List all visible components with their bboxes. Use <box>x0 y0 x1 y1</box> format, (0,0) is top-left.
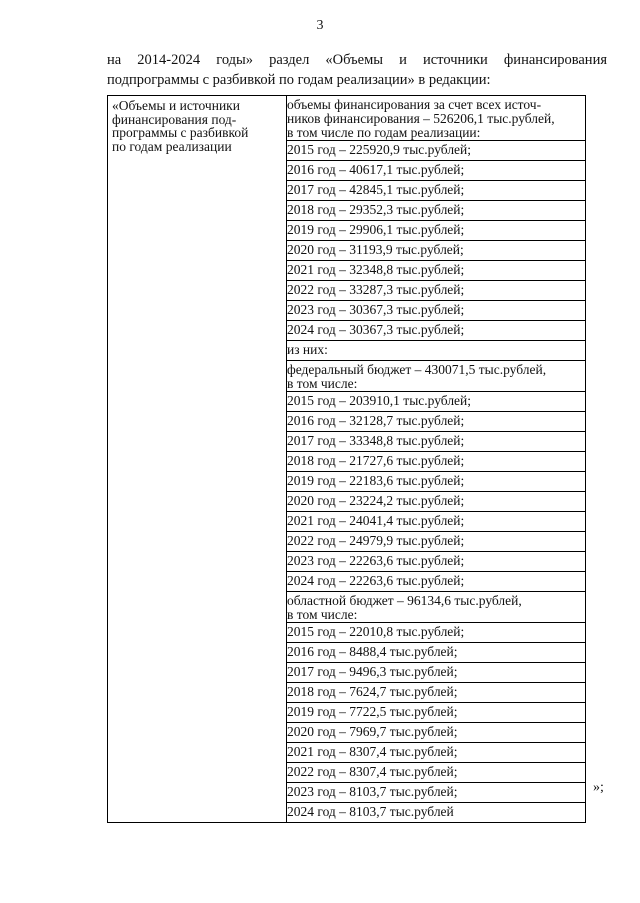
financing-line: 2021 год – 24041,4 тыс.рублей; <box>287 512 585 532</box>
financing-lines <box>287 96 585 822</box>
section-label: «Объемы и источники финансирования под- программы с разбивкой по годам реализации <box>112 98 249 154</box>
financing-line: 2022 год – 33287,3 тыс.рублей; <box>287 281 585 301</box>
financing-line: 2023 год – 30367,3 тыс.рублей; <box>287 301 585 321</box>
financing-line: 2015 год – 203910,1 тыс.рублей; <box>287 392 585 412</box>
financing-line: 2017 год – 42845,1 тыс.рублей; <box>287 181 585 201</box>
financing-line: 2023 год – 8103,7 тыс.рублей; <box>287 783 585 803</box>
financing-line: 2021 год – 8307,4 тыс.рублей; <box>287 743 585 763</box>
intro-paragraph: на 2014-2024 годы» раздел «Объемы и источники финансирования подпрограммы с разбивкой по годам реализации» в редакции: <box>107 52 607 88</box>
financing-line: 2016 год – 32128,7 тыс.рублей; <box>287 412 585 432</box>
table-row <box>108 96 586 823</box>
closing-mark: »; <box>593 780 604 795</box>
financing-line: 2016 год – 40617,1 тыс.рублей; <box>287 161 585 181</box>
financing-line: 2018 год – 21727,6 тыс.рублей; <box>287 452 585 472</box>
page-number: 3 <box>316 18 324 33</box>
financing-line: 2024 год – 30367,3 тыс.рублей; <box>287 321 585 341</box>
financing-line: 2023 год – 22263,6 тыс.рублей; <box>287 552 585 572</box>
financing-line: 2024 год – 8103,7 тыс.рублей <box>287 804 454 819</box>
financing-table <box>107 95 586 823</box>
financing-line: 2017 год – 33348,8 тыс.рублей; <box>287 432 585 452</box>
financing-line: 2019 год – 7722,5 тыс.рублей; <box>287 703 585 723</box>
financing-line: 2016 год – 8488,4 тыс.рублей; <box>287 643 585 663</box>
financing-line: 2015 год – 225920,9 тыс.рублей; <box>287 141 585 161</box>
financing-line: 2022 год – 24979,9 тыс.рублей; <box>287 532 585 552</box>
financing-line: 2022 год – 8307,4 тыс.рублей; <box>287 763 585 783</box>
financing-line: объемы финансирования за счет всех источ- ников финансирования – 526206,1 тыс.рублей, в том числе по годам реализации: <box>287 96 585 141</box>
financing-line: 2020 год – 31193,9 тыс.рублей; <box>287 241 585 261</box>
financing-line: 2020 год – 7969,7 тыс.рублей; <box>287 723 585 743</box>
financing-line: 2019 год – 22183,6 тыс.рублей; <box>287 472 585 492</box>
financing-line: 2017 год – 9496,3 тыс.рублей; <box>287 663 585 683</box>
financing-line: федеральный бюджет – 430071,5 тыс.рублей, в том числе: <box>287 361 585 392</box>
financing-line: 2024 год – 22263,6 тыс.рублей; <box>287 572 585 592</box>
financing-line: 2018 год – 29352,3 тыс.рублей; <box>287 201 585 221</box>
financing-line: из них: <box>287 341 585 361</box>
financing-cell <box>287 96 586 823</box>
label-cell <box>108 96 287 823</box>
financing-line: 2020 год – 23224,2 тыс.рублей; <box>287 492 585 512</box>
financing-line: 2019 год – 29906,1 тыс.рублей; <box>287 221 585 241</box>
financing-line: 2015 год – 22010,8 тыс.рублей; <box>287 623 585 643</box>
financing-line: областной бюджет – 96134,6 тыс.рублей, в том числе: <box>287 592 585 623</box>
financing-line: 2018 год – 7624,7 тыс.рублей; <box>287 683 585 703</box>
financing-line: 2021 год – 32348,8 тыс.рублей; <box>287 261 585 281</box>
